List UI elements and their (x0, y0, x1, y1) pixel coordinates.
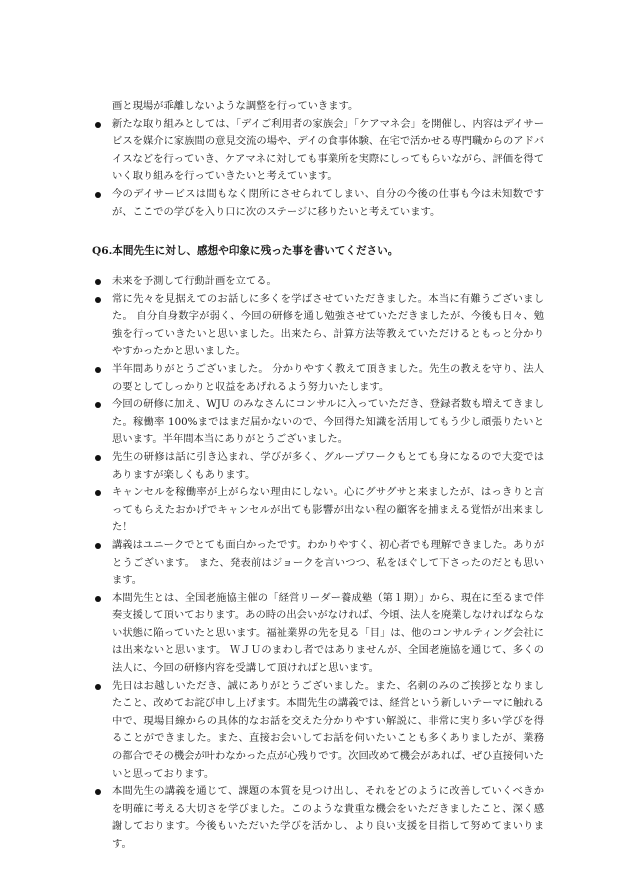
list-item (92, 449, 544, 484)
bullet-icon (95, 455, 101, 461)
bullet-icon (95, 122, 101, 128)
list-item (92, 590, 544, 678)
list-item-text: 今回の研修に加え、WJU のみなさんにコンサルに入っていただき、登録者数も増えてきました。稼働率 100%まではまだ届かないので、今回得た知識を活用してもう少し頑張りたいと思います。半年間本当にありがとうございました。 (112, 398, 544, 446)
bullet-icon (95, 192, 101, 198)
list-item (92, 116, 544, 186)
prev-section-list (92, 98, 544, 221)
list-item-text: 本間先生とは、全国老施協主催の「経営リーダー養成塾（第１期）」から、現在に至るまで伴奏支援して頂いております。あの時の出会いがなければ、今頃、法人を廃業しなければならない状態に陥っていたと思います。福祉業界の先を見る「目」は、他のコンサルティング会社には出来ないと思います。 ＷＪＵのまわし者ではありませんが、全国老施協を通じて、多くの法人に、今回の研修内容を受講して頂ければと思います。 (112, 591, 544, 675)
q6-answer-list (92, 273, 544, 854)
list-item-text: 今のデイサービスは間もなく閉所にさせられてしまい、自分の今後の仕事も今は未知数ですが、ここでの学びを入り口に次のステージに移りたいと考えています。 (112, 187, 544, 218)
list-item-text: キャンセルを稼働率が上がらない理由にしない。心にグサグサと来ましたが、はっきりと言ってもらえたおかげでキャンセルが出ても影響が出ない程の顧客を捕まえる覚悟が出来ました！ (112, 486, 544, 534)
list-item-text: 講義はユニークでとても面白かったです。わかりやすく、初心者でも理解できました。ありがとうございます。 また、発表前はジョークを言いつつ、私をほぐして下さったのだとも思います。 (112, 538, 544, 587)
list-item (92, 273, 544, 291)
list-item (92, 186, 544, 221)
bullet-icon (95, 297, 101, 303)
bullet-icon (95, 596, 101, 602)
bullet-icon (95, 279, 101, 285)
bullet-icon (95, 402, 101, 408)
list-item (92, 484, 544, 537)
list-item (92, 783, 544, 853)
list-item (92, 361, 544, 396)
list-item-text: 先日はお越しいただき、誠にありがとうございました。また、名刺のみのご挨拶となりましたこと、改めてお詫び申し上げます。本間先生の講義では、経営という新しいテーマに触れる中で、現場目線からの具体的なお話を交えた分かりやすい解説に、非常に実り多い学びを得ることができました。また、直接お会いしてお話を伺いたいことも多くありましたが、業務の都合でその機会が叶わなかった点が心残りです。次回改めて機会があれば、ぜひ直接伺いたいと思っております。 (112, 679, 544, 780)
list-item (92, 396, 544, 449)
bullet-icon (95, 490, 101, 496)
bullet-icon (95, 367, 101, 373)
list-item-text: 新たな取り組みとしては、「デイご利用者の家族会」「ケアマネ会」を開催し、内容はデイサービスを媒介に家族間の意見交流の場や、デイの食事体験、在宅で活かせる専門職からのアドバイスなどを行っていき、ケアマネに対しても事業所を実際にしってもらいながら、評価を得ていく取り組みを行っていきたいと考えています。 (112, 117, 544, 183)
list-item (92, 678, 544, 784)
list-item-text: 本間先生の講義を通じて、課題の本質を見つけ出し、それをどのように改善していくべきかを明確に考える大切さを学びました。このような貴重な機会をいただきましたこと、深く感謝しております。今後もいただいた学びを活かし、より良い支援を目指して努めてまいります。 (112, 785, 544, 850)
list-item (92, 291, 544, 361)
list-item-text: 画と現場が乖離しないような調整を行っていきます。 (112, 100, 359, 112)
bullet-icon (95, 789, 101, 795)
section-heading-q6: Q6.本間先生に対し、感想や印象に残った事を書いてください。 (92, 245, 399, 257)
bullet-icon (95, 684, 101, 690)
list-item-text: 常に先々を見据えてのお話しに多くを学ばさせていただきました。本当に有難うございました。 自分自身数字が弱く、今回の研修を通し勉強させていただきましたが、今後も日々、勉強を行っていきたいと思いました。出来たら、計算方法等教えていただけるともっと分かりやすかったかと思いました。 (112, 292, 544, 358)
list-item-continuation (92, 98, 544, 116)
list-item-text: 先生の研修は話に引き込まれ、学びが多く、グループワークもとても身になるので大変ではありますが楽しくもあります。 (112, 450, 544, 481)
list-item-text: 半年間ありがとうございました。 分かりやすく教えて頂きました。先生の教えを守り、法人の要としてしっかりと収益をあげれるよう努力いたします。 (112, 362, 544, 393)
bullet-icon (95, 543, 101, 549)
list-item-text: 未来を予測して行動計画を立てる。 (112, 275, 277, 287)
list-item (92, 537, 544, 590)
